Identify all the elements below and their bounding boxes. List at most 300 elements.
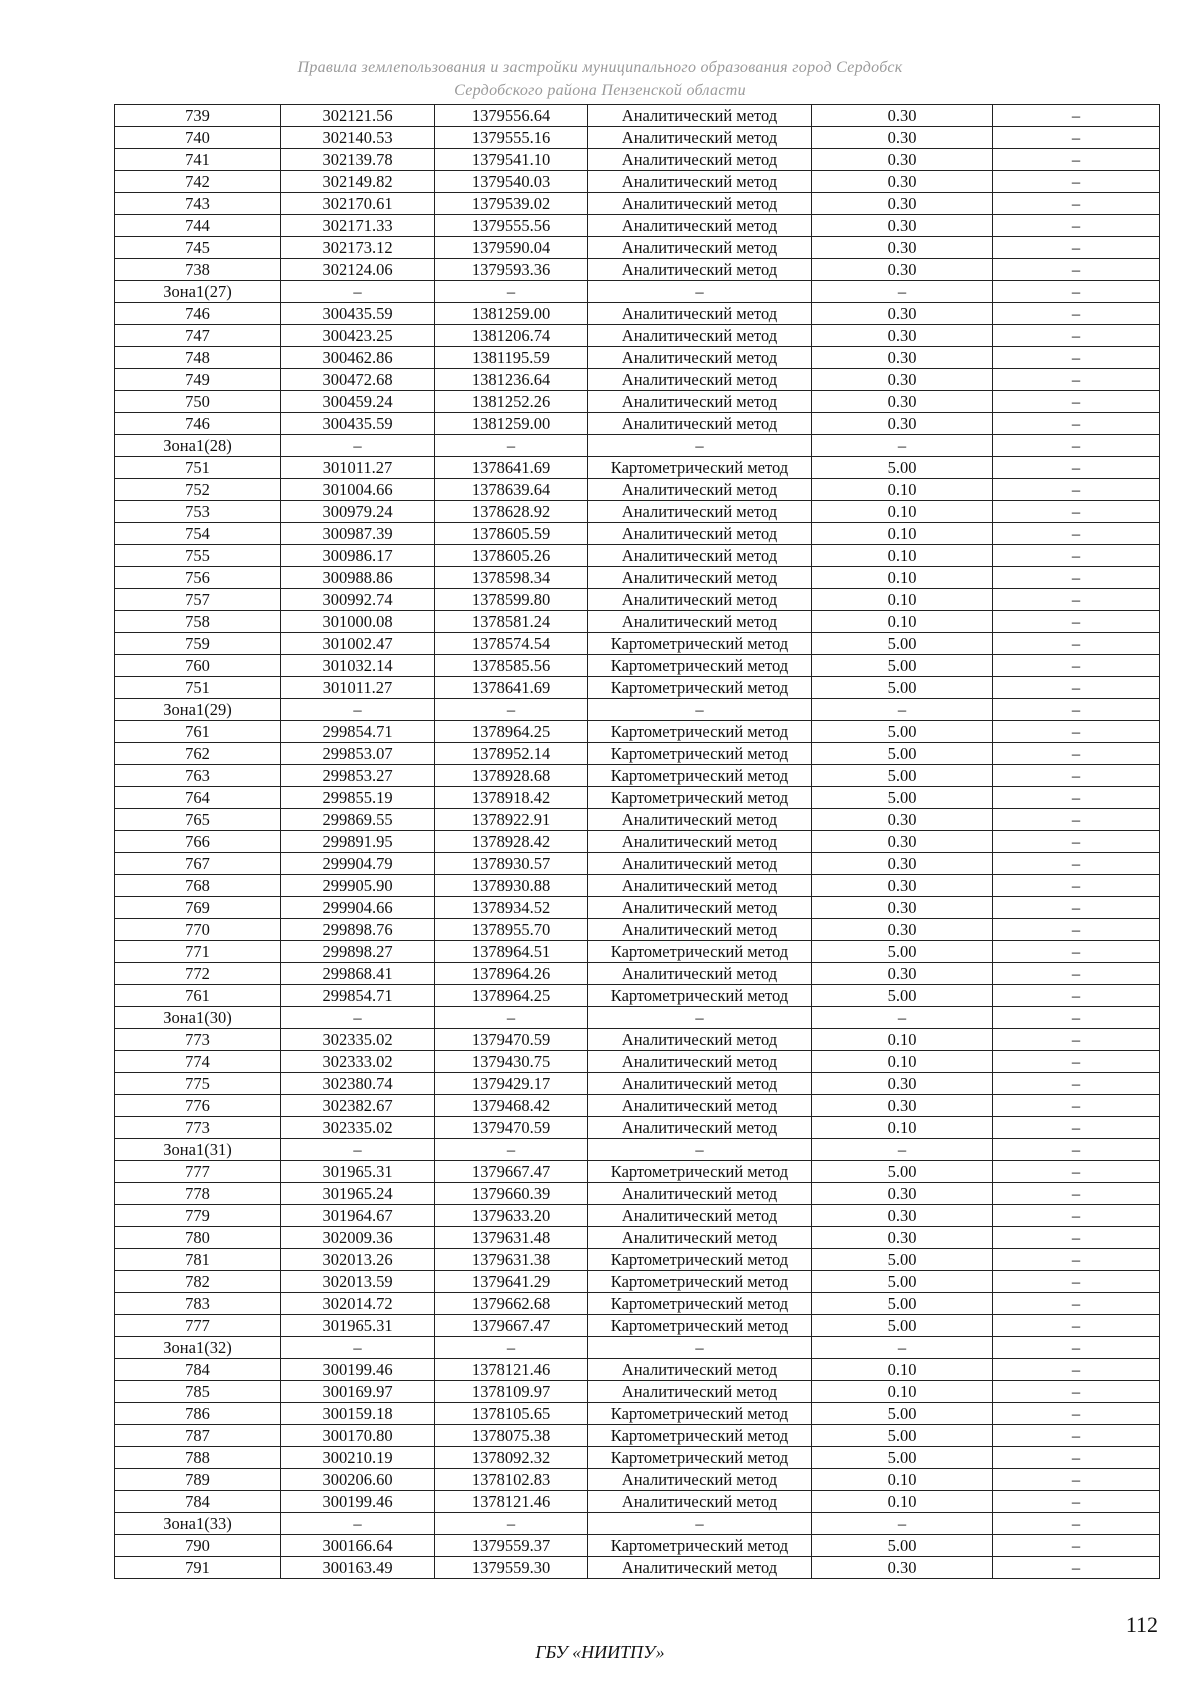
point-number-cell: 773: [115, 1117, 281, 1139]
accuracy-cell: 0.10: [812, 523, 993, 545]
method-cell: Картометрический метод: [588, 655, 812, 677]
x-coordinate-cell: –: [281, 281, 435, 303]
y-coordinate-cell: 1379430.75: [435, 1051, 588, 1073]
note-cell: –: [993, 655, 1160, 677]
x-coordinate-cell: 301964.67: [281, 1205, 435, 1227]
y-coordinate-cell: 1378964.51: [435, 941, 588, 963]
note-cell: –: [993, 435, 1160, 457]
table-row: [115, 545, 1160, 567]
table-row: [115, 809, 1160, 831]
y-coordinate-cell: 1379470.59: [435, 1117, 588, 1139]
y-coordinate-cell: 1379539.02: [435, 193, 588, 215]
y-coordinate-cell: –: [435, 281, 588, 303]
method-cell: Картометрический метод: [588, 765, 812, 787]
note-cell: –: [993, 831, 1160, 853]
x-coordinate-cell: 301011.27: [281, 677, 435, 699]
accuracy-cell: 0.10: [812, 545, 993, 567]
table-row: [115, 1425, 1160, 1447]
x-coordinate-cell: –: [281, 1139, 435, 1161]
method-cell: Картометрический метод: [588, 721, 812, 743]
note-cell: –: [993, 765, 1160, 787]
accuracy-cell: 5.00: [812, 941, 993, 963]
table-row: [115, 457, 1160, 479]
table-row: [115, 985, 1160, 1007]
accuracy-cell: 0.30: [812, 105, 993, 127]
point-number-cell: 760: [115, 655, 281, 677]
y-coordinate-cell: 1381206.74: [435, 325, 588, 347]
y-coordinate-cell: 1379468.42: [435, 1095, 588, 1117]
accuracy-cell: 0.10: [812, 589, 993, 611]
y-coordinate-cell: 1378964.26: [435, 963, 588, 985]
y-coordinate-cell: 1378930.88: [435, 875, 588, 897]
note-cell: –: [993, 369, 1160, 391]
x-coordinate-cell: 302121.56: [281, 105, 435, 127]
y-coordinate-cell: –: [435, 435, 588, 457]
accuracy-cell: 0.10: [812, 611, 993, 633]
table-row: [115, 1073, 1160, 1095]
method-cell: Аналитический метод: [588, 1227, 812, 1249]
x-coordinate-cell: 302140.53: [281, 127, 435, 149]
accuracy-cell: 0.10: [812, 1051, 993, 1073]
table-row: [115, 611, 1160, 633]
method-cell: Аналитический метод: [588, 303, 812, 325]
note-cell: –: [993, 941, 1160, 963]
note-cell: –: [993, 875, 1160, 897]
method-cell: Аналитический метод: [588, 831, 812, 853]
table-row: [115, 149, 1160, 171]
note-cell: –: [993, 105, 1160, 127]
note-cell: –: [993, 1359, 1160, 1381]
point-number-cell: 790: [115, 1535, 281, 1557]
accuracy-cell: 5.00: [812, 1161, 993, 1183]
method-cell: Аналитический метод: [588, 963, 812, 985]
method-cell: Аналитический метод: [588, 1381, 812, 1403]
y-coordinate-cell: 1378930.57: [435, 853, 588, 875]
point-number-cell: 745: [115, 237, 281, 259]
method-cell: Аналитический метод: [588, 853, 812, 875]
method-cell: Картометрический метод: [588, 1315, 812, 1337]
y-coordinate-cell: 1381236.64: [435, 369, 588, 391]
method-cell: Аналитический метод: [588, 501, 812, 523]
note-cell: –: [993, 963, 1160, 985]
y-coordinate-cell: 1378605.59: [435, 523, 588, 545]
point-number-cell: 757: [115, 589, 281, 611]
point-number-cell: 762: [115, 743, 281, 765]
note-cell: –: [993, 501, 1160, 523]
coordinates-table-body: [115, 105, 1160, 1579]
header-line-1: Правила землепользования и застройки муниципального образования город Сердобск: [297, 59, 903, 76]
point-number-cell: 742: [115, 171, 281, 193]
x-coordinate-cell: 302014.72: [281, 1293, 435, 1315]
method-cell: Аналитический метод: [588, 1117, 812, 1139]
table-row: [115, 1447, 1160, 1469]
x-coordinate-cell: 301000.08: [281, 611, 435, 633]
method-cell: Аналитический метод: [588, 897, 812, 919]
accuracy-cell: 5.00: [812, 985, 993, 1007]
x-coordinate-cell: 299854.71: [281, 721, 435, 743]
point-number-cell: 754: [115, 523, 281, 545]
accuracy-cell: 0.30: [812, 897, 993, 919]
accuracy-cell: 5.00: [812, 1315, 993, 1337]
method-cell: –: [588, 1337, 812, 1359]
method-cell: Картометрический метод: [588, 633, 812, 655]
y-coordinate-cell: 1379559.37: [435, 1535, 588, 1557]
point-number-cell: 780: [115, 1227, 281, 1249]
y-coordinate-cell: 1379633.20: [435, 1205, 588, 1227]
y-coordinate-cell: 1378918.42: [435, 787, 588, 809]
coordinates-table: [114, 104, 1160, 1579]
point-number-cell: 783: [115, 1293, 281, 1315]
y-coordinate-cell: 1378639.64: [435, 479, 588, 501]
method-cell: Аналитический метод: [588, 1095, 812, 1117]
accuracy-cell: 5.00: [812, 743, 993, 765]
accuracy-cell: 0.10: [812, 1117, 993, 1139]
point-number-cell: 772: [115, 963, 281, 985]
note-cell: –: [993, 1183, 1160, 1205]
x-coordinate-cell: 302171.33: [281, 215, 435, 237]
note-cell: –: [993, 1095, 1160, 1117]
point-number-cell: 778: [115, 1183, 281, 1205]
method-cell: Аналитический метод: [588, 809, 812, 831]
table-row: [115, 1183, 1160, 1205]
point-number-cell: 791: [115, 1557, 281, 1579]
accuracy-cell: –: [812, 1139, 993, 1161]
point-number-cell: 739: [115, 105, 281, 127]
y-coordinate-cell: –: [435, 1513, 588, 1535]
point-number-cell: 788: [115, 1447, 281, 1469]
x-coordinate-cell: 301011.27: [281, 457, 435, 479]
note-cell: –: [993, 721, 1160, 743]
point-number-cell: 752: [115, 479, 281, 501]
accuracy-cell: 0.30: [812, 831, 993, 853]
note-cell: –: [993, 1227, 1160, 1249]
accuracy-cell: 0.10: [812, 1359, 993, 1381]
accuracy-cell: 5.00: [812, 787, 993, 809]
y-coordinate-cell: 1379429.17: [435, 1073, 588, 1095]
note-cell: –: [993, 743, 1160, 765]
accuracy-cell: 5.00: [812, 633, 993, 655]
method-cell: Аналитический метод: [588, 105, 812, 127]
method-cell: Аналитический метод: [588, 391, 812, 413]
table-row: [115, 1249, 1160, 1271]
point-number-cell: 777: [115, 1315, 281, 1337]
note-cell: –: [993, 1029, 1160, 1051]
point-number-cell: 776: [115, 1095, 281, 1117]
accuracy-cell: 0.30: [812, 325, 993, 347]
accuracy-cell: 0.30: [812, 413, 993, 435]
running-header: [0, 56, 1200, 102]
note-cell: –: [993, 1117, 1160, 1139]
table-row: [115, 1051, 1160, 1073]
y-coordinate-cell: –: [435, 1007, 588, 1029]
accuracy-cell: 0.30: [812, 809, 993, 831]
table-row: [115, 919, 1160, 941]
x-coordinate-cell: 302139.78: [281, 149, 435, 171]
y-coordinate-cell: 1378955.70: [435, 919, 588, 941]
method-cell: Аналитический метод: [588, 171, 812, 193]
method-cell: Аналитический метод: [588, 369, 812, 391]
method-cell: Аналитический метод: [588, 875, 812, 897]
note-cell: –: [993, 281, 1160, 303]
y-coordinate-cell: 1378092.32: [435, 1447, 588, 1469]
y-coordinate-cell: 1379559.30: [435, 1557, 588, 1579]
y-coordinate-cell: 1379641.29: [435, 1271, 588, 1293]
table-row: [115, 1095, 1160, 1117]
note-cell: –: [993, 1381, 1160, 1403]
point-number-cell: 782: [115, 1271, 281, 1293]
table-row: [115, 677, 1160, 699]
method-cell: Аналитический метод: [588, 1073, 812, 1095]
accuracy-cell: 5.00: [812, 1447, 993, 1469]
x-coordinate-cell: 300199.46: [281, 1491, 435, 1513]
table-row: [115, 1227, 1160, 1249]
x-coordinate-cell: 300159.18: [281, 1403, 435, 1425]
x-coordinate-cell: 299898.76: [281, 919, 435, 941]
x-coordinate-cell: 299905.90: [281, 875, 435, 897]
y-coordinate-cell: 1379590.04: [435, 237, 588, 259]
x-coordinate-cell: –: [281, 1513, 435, 1535]
x-coordinate-cell: 299869.55: [281, 809, 435, 831]
x-coordinate-cell: 300462.86: [281, 347, 435, 369]
method-cell: Аналитический метод: [588, 127, 812, 149]
x-coordinate-cell: 300472.68: [281, 369, 435, 391]
table-row: [115, 897, 1160, 919]
table-row: [115, 787, 1160, 809]
accuracy-cell: –: [812, 435, 993, 457]
accuracy-cell: 0.10: [812, 1381, 993, 1403]
accuracy-cell: 0.30: [812, 1557, 993, 1579]
accuracy-cell: 5.00: [812, 677, 993, 699]
x-coordinate-cell: 301965.24: [281, 1183, 435, 1205]
point-number-cell: 761: [115, 721, 281, 743]
y-coordinate-cell: 1378641.69: [435, 677, 588, 699]
y-coordinate-cell: 1379540.03: [435, 171, 588, 193]
note-cell: –: [993, 1139, 1160, 1161]
table-row: [115, 127, 1160, 149]
x-coordinate-cell: 299853.27: [281, 765, 435, 787]
accuracy-cell: –: [812, 1007, 993, 1029]
note-cell: –: [993, 347, 1160, 369]
table-row: [115, 1139, 1160, 1161]
point-number-cell: 781: [115, 1249, 281, 1271]
y-coordinate-cell: –: [435, 1337, 588, 1359]
x-coordinate-cell: 300166.64: [281, 1535, 435, 1557]
accuracy-cell: 0.30: [812, 875, 993, 897]
table-row: [115, 699, 1160, 721]
point-number-cell: 749: [115, 369, 281, 391]
x-coordinate-cell: 299854.71: [281, 985, 435, 1007]
table-row: [115, 237, 1160, 259]
method-cell: Картометрический метод: [588, 1403, 812, 1425]
x-coordinate-cell: 302009.36: [281, 1227, 435, 1249]
accuracy-cell: 0.30: [812, 1227, 993, 1249]
method-cell: Картометрический метод: [588, 985, 812, 1007]
table-row: [115, 567, 1160, 589]
x-coordinate-cell: 300992.74: [281, 589, 435, 611]
method-cell: Картометрический метод: [588, 1249, 812, 1271]
method-cell: Аналитический метод: [588, 1469, 812, 1491]
method-cell: Картометрический метод: [588, 1271, 812, 1293]
accuracy-cell: 0.10: [812, 1491, 993, 1513]
point-number-cell: 751: [115, 677, 281, 699]
table-row: [115, 1029, 1160, 1051]
x-coordinate-cell: 300210.19: [281, 1447, 435, 1469]
note-cell: –: [993, 633, 1160, 655]
accuracy-cell: 0.30: [812, 919, 993, 941]
point-number-cell: 761: [115, 985, 281, 1007]
accuracy-cell: –: [812, 281, 993, 303]
note-cell: –: [993, 1051, 1160, 1073]
x-coordinate-cell: 302013.59: [281, 1271, 435, 1293]
method-cell: Аналитический метод: [588, 611, 812, 633]
point-number-cell: 740: [115, 127, 281, 149]
method-cell: Аналитический метод: [588, 1359, 812, 1381]
x-coordinate-cell: 301004.66: [281, 479, 435, 501]
method-cell: Аналитический метод: [588, 523, 812, 545]
point-number-cell: 768: [115, 875, 281, 897]
note-cell: –: [993, 457, 1160, 479]
y-coordinate-cell: 1378964.25: [435, 721, 588, 743]
method-cell: Аналитический метод: [588, 237, 812, 259]
point-number-cell: 758: [115, 611, 281, 633]
accuracy-cell: 0.30: [812, 1073, 993, 1095]
y-coordinate-cell: 1378605.26: [435, 545, 588, 567]
point-number-cell: 764: [115, 787, 281, 809]
method-cell: Картометрический метод: [588, 1161, 812, 1183]
table-row: [115, 1535, 1160, 1557]
point-number-cell: 765: [115, 809, 281, 831]
point-number-cell: 741: [115, 149, 281, 171]
table-row: [115, 259, 1160, 281]
x-coordinate-cell: 299891.95: [281, 831, 435, 853]
point-number-cell: 775: [115, 1073, 281, 1095]
method-cell: Картометрический метод: [588, 1535, 812, 1557]
table-row: [115, 369, 1160, 391]
table-row: [115, 853, 1160, 875]
accuracy-cell: 0.30: [812, 347, 993, 369]
footer-organization: ГБУ «НИИТПУ»: [535, 1642, 665, 1662]
x-coordinate-cell: –: [281, 1337, 435, 1359]
note-cell: –: [993, 787, 1160, 809]
x-coordinate-cell: 300206.60: [281, 1469, 435, 1491]
point-number-cell: 746: [115, 303, 281, 325]
accuracy-cell: 0.30: [812, 149, 993, 171]
table-row: [115, 963, 1160, 985]
point-number-cell: Зона1(32): [115, 1337, 281, 1359]
accuracy-cell: 0.30: [812, 853, 993, 875]
method-cell: –: [588, 1007, 812, 1029]
y-coordinate-cell: 1379667.47: [435, 1161, 588, 1183]
method-cell: Аналитический метод: [588, 1029, 812, 1051]
x-coordinate-cell: 299855.19: [281, 787, 435, 809]
x-coordinate-cell: 300988.86: [281, 567, 435, 589]
x-coordinate-cell: 299904.79: [281, 853, 435, 875]
note-cell: –: [993, 149, 1160, 171]
x-coordinate-cell: 302335.02: [281, 1029, 435, 1051]
point-number-cell: Зона1(29): [115, 699, 281, 721]
point-number-cell: 751: [115, 457, 281, 479]
method-cell: Аналитический метод: [588, 413, 812, 435]
x-coordinate-cell: 299868.41: [281, 963, 435, 985]
note-cell: –: [993, 303, 1160, 325]
method-cell: –: [588, 435, 812, 457]
method-cell: –: [588, 699, 812, 721]
accuracy-cell: 0.30: [812, 215, 993, 237]
point-number-cell: Зона1(31): [115, 1139, 281, 1161]
x-coordinate-cell: 302380.74: [281, 1073, 435, 1095]
point-number-cell: 769: [115, 897, 281, 919]
note-cell: –: [993, 853, 1160, 875]
accuracy-cell: 0.30: [812, 193, 993, 215]
note-cell: –: [993, 215, 1160, 237]
x-coordinate-cell: 302382.67: [281, 1095, 435, 1117]
accuracy-cell: 5.00: [812, 1403, 993, 1425]
note-cell: –: [993, 919, 1160, 941]
x-coordinate-cell: 300170.80: [281, 1425, 435, 1447]
y-coordinate-cell: 1381259.00: [435, 413, 588, 435]
accuracy-cell: 0.10: [812, 567, 993, 589]
table-row: [115, 1491, 1160, 1513]
table-row: [115, 1513, 1160, 1535]
method-cell: Аналитический метод: [588, 193, 812, 215]
point-number-cell: 747: [115, 325, 281, 347]
table-row: [115, 765, 1160, 787]
table-row: [115, 1337, 1160, 1359]
point-number-cell: 763: [115, 765, 281, 787]
accuracy-cell: 0.30: [812, 1205, 993, 1227]
y-coordinate-cell: 1378105.65: [435, 1403, 588, 1425]
note-cell: –: [993, 1425, 1160, 1447]
note-cell: –: [993, 897, 1160, 919]
x-coordinate-cell: 302170.61: [281, 193, 435, 215]
note-cell: –: [993, 325, 1160, 347]
x-coordinate-cell: 302333.02: [281, 1051, 435, 1073]
y-coordinate-cell: 1378934.52: [435, 897, 588, 919]
table-row: [115, 655, 1160, 677]
y-coordinate-cell: –: [435, 1139, 588, 1161]
page-number: 112: [1125, 1612, 1158, 1637]
note-cell: –: [993, 259, 1160, 281]
x-coordinate-cell: 302173.12: [281, 237, 435, 259]
point-number-cell: 743: [115, 193, 281, 215]
note-cell: –: [993, 589, 1160, 611]
table-row: [115, 1403, 1160, 1425]
point-number-cell: 771: [115, 941, 281, 963]
y-coordinate-cell: 1378075.38: [435, 1425, 588, 1447]
y-coordinate-cell: 1379631.38: [435, 1249, 588, 1271]
table-row: [115, 1161, 1160, 1183]
table-row: [115, 171, 1160, 193]
note-cell: –: [993, 1535, 1160, 1557]
table-row: [115, 1557, 1160, 1579]
x-coordinate-cell: 300459.24: [281, 391, 435, 413]
y-coordinate-cell: –: [435, 699, 588, 721]
table-row: [115, 875, 1160, 897]
y-coordinate-cell: 1378964.25: [435, 985, 588, 1007]
x-coordinate-cell: –: [281, 1007, 435, 1029]
note-cell: –: [993, 479, 1160, 501]
table-row: [115, 281, 1160, 303]
x-coordinate-cell: 300163.49: [281, 1557, 435, 1579]
y-coordinate-cell: 1378928.68: [435, 765, 588, 787]
table-row: [115, 1293, 1160, 1315]
note-cell: –: [993, 171, 1160, 193]
table-row: [115, 1271, 1160, 1293]
point-number-cell: 759: [115, 633, 281, 655]
note-cell: –: [993, 1403, 1160, 1425]
point-number-cell: 777: [115, 1161, 281, 1183]
method-cell: Аналитический метод: [588, 215, 812, 237]
